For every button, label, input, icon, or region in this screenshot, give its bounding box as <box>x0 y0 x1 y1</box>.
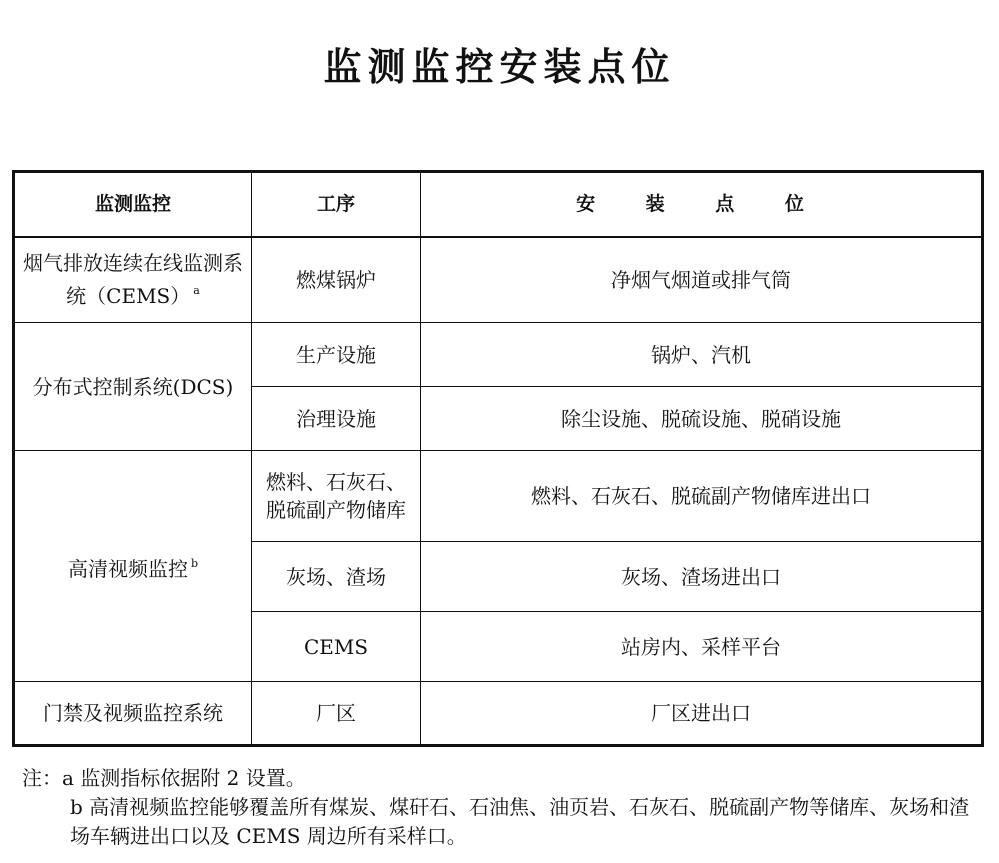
location-cell: 除尘设施、脱硫设施、脱硝设施 <box>421 387 983 451</box>
process-cell: 燃料、石灰石、脱硫副产物储库 <box>252 451 421 542</box>
process-cell: 生产设施 <box>252 323 421 387</box>
monitor-cell: 门禁及视频监控系统 <box>14 682 252 746</box>
process-cell: 治理设施 <box>252 387 421 451</box>
monitor-cell <box>14 237 252 323</box>
monitoring-table <box>12 170 984 747</box>
footnotes <box>22 764 982 851</box>
footnote-marker: a <box>193 284 200 298</box>
table-row <box>14 451 983 542</box>
page-title: 监测监控安装点位 <box>323 45 676 89</box>
process-cell: 灰场、渣场 <box>252 542 421 612</box>
monitor-cell <box>14 451 252 682</box>
footnote-marker: b <box>190 556 199 570</box>
process-cell: CEMS <box>252 612 421 682</box>
location-cell: 锅炉、汽机 <box>421 323 983 387</box>
monitor-video-label: 高清视频监控 <box>67 556 188 581</box>
table-row <box>14 237 983 323</box>
location-cell: 净烟气烟道或排气筒 <box>421 237 983 323</box>
footnote-b: b 高清视频监控能够覆盖所有煤炭、煤矸石、石油焦、油页岩、石灰石、脱硫副产物等储库、灰场和渣场车辆进出口以及 CEMS 周边所有采样口。 <box>70 795 970 848</box>
monitor-cell: 分布式控制系统(DCS) <box>14 323 252 451</box>
location-cell: 站房内、采样平台 <box>421 612 983 682</box>
table-header-row <box>14 172 983 237</box>
location-cell: 灰场、渣场进出口 <box>421 542 983 612</box>
location-cell: 燃料、石灰石、脱硫副产物储库进出口 <box>421 451 983 542</box>
header-monitor: 监测监控 <box>14 172 252 237</box>
process-cell: 燃煤锅炉 <box>252 237 421 323</box>
table-row <box>14 323 983 387</box>
location-cell: 厂区进出口 <box>421 682 983 746</box>
footnote-a: 注：a 监测指标依据附 2 设置。 <box>22 766 306 790</box>
monitor-cems-label: 烟气排放连续在线监测系统（CEMS） <box>23 251 243 309</box>
table-row <box>14 682 983 746</box>
header-process: 工序 <box>252 172 421 237</box>
process-cell: 厂区 <box>252 682 421 746</box>
header-location: 安 装 点 位 <box>421 172 983 237</box>
